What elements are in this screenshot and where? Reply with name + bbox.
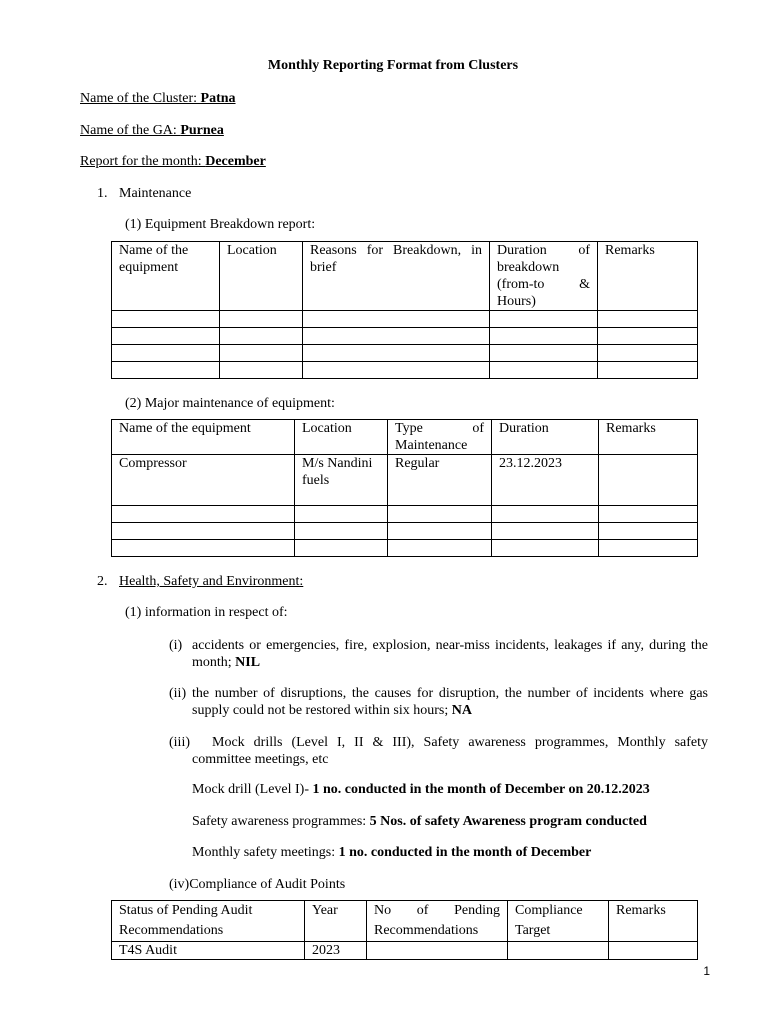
table-cell [609,942,698,960]
table-header-row [112,242,698,311]
item-i-text [192,637,708,671]
header-cell: Remarks [598,242,698,311]
ga-label: Name of the GA: [80,123,181,138]
table-row [112,506,698,523]
meetings-line [192,844,591,861]
table-row [112,523,698,540]
mock-drill-line [192,781,650,798]
table-row [112,345,698,362]
table-cell: Regular [388,455,492,506]
cluster-label: Name of the Cluster: [80,91,201,106]
document-title: Monthly Reporting Format from Clusters [267,58,519,73]
ga-value: Purnea [180,123,224,138]
header-cell: Location [220,242,303,311]
table-header-row [112,901,698,942]
item-iii-text: Mock drills (Level I, II & III), Safety awareness programmes, Monthly safety committee meetings, etc [192,735,708,767]
major-maintenance-label: (2) Major maintenance of equipment: [125,396,335,411]
header-cell: Reasons for Breakdown, in brief [303,242,490,311]
table-cell: T4S Audit [112,942,305,960]
header-cell: No of Pending Recommendations [367,901,508,942]
breakdown-table [111,241,698,379]
awareness-line [192,813,647,830]
item-ii-value: NA [451,703,472,718]
table-cell [508,942,609,960]
table-row [112,942,698,960]
header-cell: Location [295,420,388,455]
month-line [80,153,266,170]
header-cell: Duration [492,420,599,455]
header-cell: Name of the equipment [112,420,295,455]
item-i-value: NIL [235,655,261,670]
table-cell [367,942,508,960]
header-cell: Remarks [599,420,698,455]
table-cell: Compressor [112,455,295,506]
table-row [112,328,698,345]
meetings-label: Monthly safety meetings: [192,845,339,860]
maintenance-table [111,419,698,557]
header-cell: Remarks [609,901,698,942]
header-cell: Type of Maintenance [388,420,492,455]
header-cell: Year [305,901,367,942]
table-row [112,311,698,328]
table-cell: 2023 [305,942,367,960]
mock-drill-value: 1 no. conducted in the month of December on 20.12.2023 [312,782,650,797]
section1-number: 1. [97,186,108,201]
table-header-row [112,420,698,455]
month-label: Report for the month: [80,154,206,169]
header-cell: Compliance Target [508,901,609,942]
item-i-body: accidents or emergencies, fire, explosion, near-miss incidents, leakages if any, during the month; [192,638,708,670]
awareness-value: 5 Nos. of safety Awareness program conducted [369,814,647,829]
audit-table [111,900,698,960]
page-number: 1 [703,964,710,978]
month-value: December [205,154,266,169]
table-row [112,540,698,557]
table-cell [599,455,698,506]
item-iv-label: (iv)Compliance of Audit Points [169,877,346,892]
header-cell: Duration of breakdown (from-to & Hours) [490,242,598,311]
mock-drill-label: Mock drill (Level I)- [192,782,313,797]
section2-heading: Health, Safety and Environment: [119,574,304,589]
section2-number: 2. [97,574,108,589]
awareness-label: Safety awareness programmes: [192,814,370,829]
ga-line [80,122,224,139]
item-i-number: (i) [169,638,183,653]
cluster-value: Patna [200,91,236,106]
breakdown-label: (1) Equipment Breakdown report: [125,217,316,232]
header-cell: Status of Pending Audit Recommendations [112,901,305,942]
item-iii-number: (iii) [169,735,190,750]
table-row [112,455,698,506]
section1-heading: Maintenance [119,186,192,201]
table-cell: M/s Nandini fuels [295,455,388,506]
meetings-value: 1 no. conducted in the month of December [338,845,592,860]
table-cell: 23.12.2023 [492,455,599,506]
item-ii-number: (ii) [169,686,187,701]
information-label: (1) information in respect of: [125,605,288,620]
header-cell: Name of the equipment [112,242,220,311]
item-ii-text [192,685,708,719]
item-ii-body: the number of disruptions, the causes for disruption, the number of incidents where gas supply could not be restored within six hours; [192,686,708,718]
cluster-line [80,90,236,107]
table-row [112,362,698,379]
